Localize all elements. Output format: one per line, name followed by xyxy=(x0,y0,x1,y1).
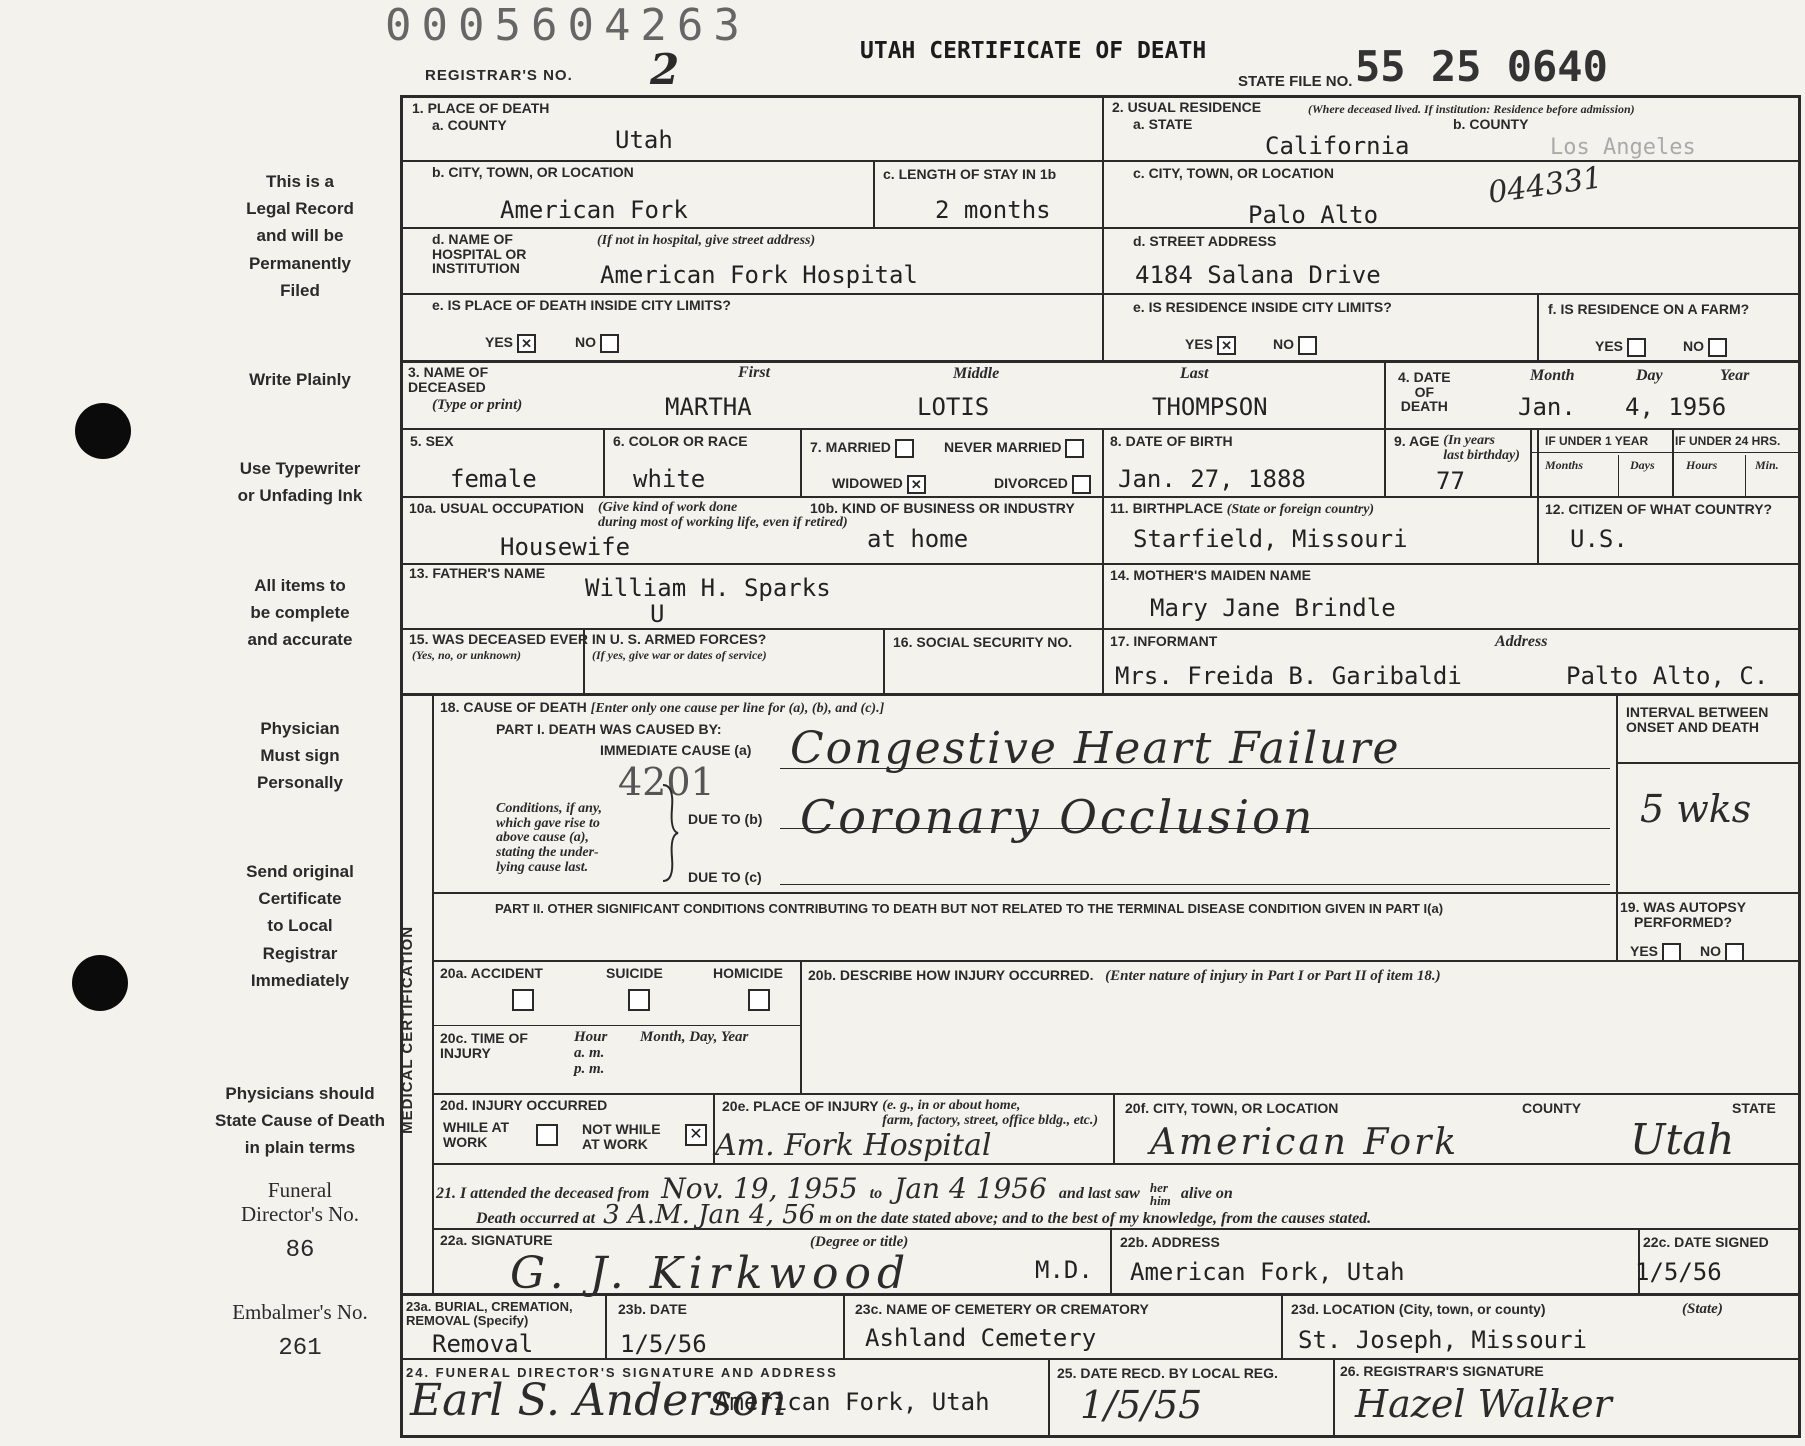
state-file-no: 55 25 0640 xyxy=(1355,42,1608,91)
sidebar-note-legal: This is a Legal Record and will be Permanently Filed xyxy=(246,172,354,300)
conditions-note: Conditions, if any, which gave rise to above cause (a), stating the under- lying cause last. xyxy=(496,801,603,875)
citizen-value: U.S. xyxy=(1570,525,1628,553)
injury-city-label: 20f. CITY, TOWN, OR LOCATION xyxy=(1125,1100,1339,1116)
last-label: Last xyxy=(1180,365,1209,382)
residence-county: Los Angeles xyxy=(1550,135,1696,160)
funeral-director-signature: Earl S. Anderson xyxy=(410,1375,787,1426)
autopsy-yes[interactable]: YES xyxy=(1630,943,1681,962)
death-occurred-at: 3 A.M. Jan 4, 56 xyxy=(603,1200,816,1230)
middle-name: LOTIS xyxy=(917,393,990,421)
time-of-injury-label: 20c. TIME OF INJURY xyxy=(440,1030,528,1061)
not-while-at-work-checkbox[interactable]: ✕ xyxy=(685,1124,707,1146)
funeral-director-label: Funeral Director's No. xyxy=(240,1178,360,1227)
injury-state-label: STATE xyxy=(1732,1100,1776,1116)
residence-code: 044331 xyxy=(1486,160,1605,211)
county-label: a. COUNTY xyxy=(432,117,507,133)
residence-city-label: c. CITY, TOWN, OR LOCATION xyxy=(1133,165,1334,181)
attended-from: Nov. 19, 1955 xyxy=(661,1172,858,1205)
burial-date: 1/5/56 xyxy=(620,1330,707,1358)
accident-checkbox[interactable] xyxy=(512,989,534,1011)
cause-code: 4201 xyxy=(618,760,715,804)
physician-address: American Fork, Utah xyxy=(1130,1258,1405,1286)
medical-certification-vertical: MEDICAL CERTIFICATION xyxy=(399,925,417,1134)
residence-inside-yes[interactable]: YES✕ xyxy=(1185,336,1236,355)
name-label: 3. NAME OF DECEASED xyxy=(408,364,489,395)
cemetery-label: 23c. NAME OF CEMETERY OR CREMATORY xyxy=(855,1301,1149,1317)
married-option[interactable]: 7. MARRIED xyxy=(810,439,914,458)
sidebar-note-complete: All items to be complete and accurate xyxy=(247,576,353,650)
hospital-label: d. NAME OF HOSPITAL OR INSTITUTION xyxy=(432,231,527,277)
birth-date: Jan. 27, 1888 xyxy=(1118,465,1306,493)
sex-label: 5. SEX xyxy=(410,433,454,449)
date-recd-label: 25. DATE RECD. BY LOCAL REG. xyxy=(1057,1365,1278,1381)
state-file-label: STATE FILE NO. xyxy=(1238,73,1353,90)
farm-yes[interactable]: YES xyxy=(1595,338,1646,357)
months-label: Months xyxy=(1545,458,1584,472)
death-city-label: b. CITY, TOWN, OR LOCATION xyxy=(432,164,634,180)
date-signed: 1/5/56 xyxy=(1635,1258,1722,1286)
title-main: CERTIFICATE OF DEATH xyxy=(929,38,1207,64)
residence-inside-no[interactable]: NO xyxy=(1273,336,1317,355)
informant-label: 17. INFORMANT xyxy=(1110,633,1218,649)
death-inside-city-label: e. IS PLACE OF DEATH INSIDE CITY LIMITS? xyxy=(432,297,731,313)
name-hint: (Type or print) xyxy=(432,397,523,413)
sex-value: female xyxy=(450,465,537,493)
hospital-name: American Fork Hospital xyxy=(600,261,918,289)
min-label: Min. xyxy=(1755,458,1779,472)
death-inside-no[interactable]: NO xyxy=(575,334,619,353)
registrar-signature-label: 26. REGISTRAR'S SIGNATURE xyxy=(1340,1363,1544,1379)
father-name: William H. Sparks xyxy=(585,574,831,602)
under-24-hrs-label: IF UNDER 24 HRS. xyxy=(1675,434,1781,448)
certificate-title xyxy=(860,38,1206,64)
while-at-work-checkbox[interactable] xyxy=(536,1124,558,1146)
dod-month: Jan. xyxy=(1518,393,1576,421)
registrar-no: 2 xyxy=(650,45,680,94)
embalmer-label: Embalmer's No. xyxy=(232,1300,368,1324)
physician-address-label: 22b. ADDRESS xyxy=(1120,1234,1220,1250)
registrar-no-label: REGISTRAR'S NO. xyxy=(425,67,573,84)
burial-date-label: 23b. DATE xyxy=(618,1301,687,1317)
dod-day-year: 4, 1956 xyxy=(1625,393,1727,421)
age-label: 9. AGE (In years last birthday) xyxy=(1394,433,1520,463)
hours-label: Hours xyxy=(1686,458,1718,472)
residence-county-label: b. COUNTY xyxy=(1453,116,1529,132)
attended-text: 21. I attended the deceased from Nov. 19, 1955 to Jan 4 1956 and last saw her him alive on xyxy=(436,1172,1233,1209)
funeral-director-no: 86 xyxy=(285,1237,315,1264)
binder-hole-bottom xyxy=(72,955,128,1011)
armed-forces-hint1: (Yes, no, or unknown) xyxy=(412,648,522,662)
farm-label: f. IS RESIDENCE ON A FARM? xyxy=(1548,301,1750,317)
title-prefix: UTAH xyxy=(860,38,916,64)
burial-state-label: (State) xyxy=(1682,1301,1723,1317)
birth-date-label: 8. DATE OF BIRTH xyxy=(1110,433,1233,449)
part2-label: PART II. OTHER SIGNIFICANT CONDITIONS CONTRIBUTING TO DEATH BUT NOT RELATED TO THE TERMINAL DISEASE CONDITION GIVEN IN PART I(a) xyxy=(495,901,1444,916)
part1-label: PART I. DEATH WAS CAUSED BY: xyxy=(496,721,722,737)
injury-state: Utah xyxy=(1630,1115,1735,1164)
burial-location-label: 23d. LOCATION (City, town, or county) xyxy=(1291,1301,1546,1317)
mdy-label: Month, Day, Year xyxy=(640,1029,749,1045)
dod-month-label: Month xyxy=(1530,367,1575,384)
dod-day-label: Day xyxy=(1636,367,1663,384)
occupation-label: 10a. USUAL OCCUPATION xyxy=(409,500,585,516)
attended-to: Jan 4 1956 xyxy=(894,1172,1047,1205)
armed-forces-label: 15. WAS DECEASED EVER IN U. S. ARMED FORCES? xyxy=(409,631,767,647)
interval-label: INTERVAL BETWEEN ONSET AND DEATH xyxy=(1626,704,1769,735)
birthplace-value: Starfield, Missouri xyxy=(1133,525,1408,553)
age-value: 77 xyxy=(1436,467,1465,495)
last-name: THOMPSON xyxy=(1152,393,1268,421)
death-city: American Fork xyxy=(500,196,688,224)
immediate-cause-label: IMMEDIATE CAUSE (a) xyxy=(600,742,752,758)
ssn-label: 16. SOCIAL SECURITY NO. xyxy=(893,634,1073,650)
mother-name: Mary Jane Brindle xyxy=(1150,594,1396,622)
father-mark: U xyxy=(650,600,665,628)
sidebar-note-plain: Write Plainly xyxy=(249,370,351,389)
conditions-brace xyxy=(660,783,680,888)
under-1-year-label: IF UNDER 1 YEAR xyxy=(1545,434,1649,448)
describe-injury-label: 20b. DESCRIBE HOW INJURY OCCURRED. (Enter nature of injury in Part I or Part II of item 18.) xyxy=(808,967,1441,984)
serial-number: 0005604263 xyxy=(385,0,750,51)
due-to-c-label: DUE TO (c) xyxy=(688,869,762,885)
days-label: Days xyxy=(1630,458,1655,472)
mother-name-label: 14. MOTHER'S MAIDEN NAME xyxy=(1110,567,1311,583)
residence-street: 4184 Salana Drive xyxy=(1135,261,1381,289)
first-name: MARTHA xyxy=(665,393,752,421)
funeral-director-signature-label: 24. FUNERAL DIRECTOR'S SIGNATURE AND ADDRESS xyxy=(406,1365,838,1380)
sidebar-note-ink: Use Typewriter or Unfading Ink xyxy=(237,459,363,506)
burial-location: St. Joseph, Missouri xyxy=(1298,1326,1587,1354)
date-recd: 1/5/55 xyxy=(1080,1383,1203,1427)
due-to-b-label: DUE TO (b) xyxy=(688,811,763,827)
burial-label: 23a. BURIAL, CREMATION, REMOVAL (Specify) xyxy=(406,1299,573,1328)
due-to-b-cause: Coronary Occlusion xyxy=(800,790,1316,844)
cause-of-death-label: 18. CAUSE OF DEATH [Enter only one cause per line for (a), (b), and (c).] xyxy=(440,699,885,716)
embalmer-no: 261 xyxy=(278,1335,322,1362)
while-at-work-label: WHILE AT WORK xyxy=(443,1119,510,1150)
signature-label: 22a. SIGNATURE xyxy=(440,1232,553,1248)
residence-inside-label: e. IS RESIDENCE INSIDE CITY LIMITS? xyxy=(1133,299,1392,315)
binder-hole-top xyxy=(75,403,131,459)
burial-value: Removal xyxy=(432,1330,534,1358)
informant-name: Mrs. Freida B. Garibaldi xyxy=(1115,662,1462,690)
father-name-label: 13. FATHER'S NAME xyxy=(409,565,546,581)
place-of-death-label: 1. PLACE OF DEATH xyxy=(412,100,550,116)
hour-label: Hour a. m. p. m. xyxy=(574,1029,608,1077)
homicide-checkbox[interactable] xyxy=(748,989,770,1011)
homicide-label: HOMICIDE xyxy=(713,965,783,981)
death-occurred-text: Death occurred at 3 A.M. Jan 4, 56 m on the date stated above; and to the best of my knowledge, from the causes stated. xyxy=(476,1200,1372,1230)
occupation-value: Housewife xyxy=(500,533,631,561)
residence-state-label: a. STATE xyxy=(1133,116,1193,132)
sidebar-note-cause: Physicians should State Cause of Death in plain terms xyxy=(214,1084,386,1158)
sidebar-note-physician: Physician Must sign Personally xyxy=(257,719,343,793)
place-of-injury-label: 20e. PLACE OF INJURY (e. g., in or about home, farm, factory, street, office bldg., etc.) xyxy=(722,1098,1099,1128)
citizen-label: 12. CITIZEN OF WHAT COUNTRY? xyxy=(1545,501,1773,517)
street-label: d. STREET ADDRESS xyxy=(1133,233,1277,249)
informant-address: Palto Alto, C. xyxy=(1566,662,1769,690)
physician-signature: G. J. Kirkwood xyxy=(510,1248,912,1299)
widowed-option[interactable]: WIDOWED✕ xyxy=(832,475,926,494)
residence-label: 2. USUAL RESIDENCE xyxy=(1112,99,1262,115)
dod-year-label: Year xyxy=(1720,367,1750,384)
race-value: white xyxy=(633,465,706,493)
cemetery-name: Ashland Cemetery xyxy=(865,1324,1097,1352)
immediate-cause: Congestive Heart Failure xyxy=(790,723,1401,774)
place-of-injury: Am. Fork Hospital xyxy=(715,1128,992,1163)
degree-label: (Degree or title) xyxy=(810,1234,909,1250)
funeral-director-address: American Fork, Utah xyxy=(715,1388,990,1416)
interval-value: 5 wks xyxy=(1640,787,1752,831)
date-of-death-label: 4. DATE OF DEATH xyxy=(1398,369,1451,415)
residence-state: California xyxy=(1265,132,1410,160)
accident-label: 20a. ACCIDENT xyxy=(440,965,543,981)
not-while-at-work-label: NOT WHILE AT WORK xyxy=(582,1121,661,1152)
middle-label: Middle xyxy=(953,365,1000,382)
occupation-hint: (Give kind of work done during most of working life, even if retired) xyxy=(598,500,848,530)
residence-hint: (Where deceased lived. If institution: Residence before admission) xyxy=(1308,102,1635,116)
md-title: M.D. xyxy=(1035,1256,1093,1284)
suicide-label: SUICIDE xyxy=(606,965,663,981)
stay-length: 2 months xyxy=(935,196,1051,224)
suicide-checkbox[interactable] xyxy=(628,989,650,1011)
autopsy-no[interactable]: NO xyxy=(1700,943,1744,962)
registrar-signature: Hazel Walker xyxy=(1355,1382,1612,1426)
birthplace-label: 11. BIRTHPLACE (State or foreign country) xyxy=(1110,500,1375,517)
date-signed-label: 22c. DATE SIGNED xyxy=(1643,1234,1769,1250)
residence-city: Palo Alto xyxy=(1248,201,1379,229)
sidebar-note-send: Send original Certificate to Local Registrar Immediately xyxy=(246,862,354,990)
stay-label: c. LENGTH OF STAY IN 1b xyxy=(883,166,1057,182)
business-value: at home xyxy=(867,525,969,553)
farm-no[interactable]: NO xyxy=(1683,338,1727,357)
injury-occurred-label: 20d. INJURY OCCURRED xyxy=(440,1097,608,1113)
never-married-option[interactable]: NEVER MARRIED xyxy=(944,439,1084,458)
death-county: Utah xyxy=(615,126,673,154)
death-inside-yes[interactable]: YES✕ xyxy=(485,334,536,353)
injury-city: American Fork xyxy=(1150,1122,1460,1163)
injury-county-label: COUNTY xyxy=(1522,1100,1582,1116)
autopsy-label: 19. WAS AUTOPSY PERFORMED? xyxy=(1620,899,1747,930)
first-label: First xyxy=(738,364,771,381)
hospital-hint: (If not in hospital, give street address) xyxy=(597,233,816,248)
race-label: 6. COLOR OR RACE xyxy=(613,433,748,449)
armed-forces-hint2: (If yes, give war or dates of service) xyxy=(592,648,767,662)
business-label: 10b. KIND OF BUSINESS OR INDUSTRY xyxy=(810,500,1075,516)
divorced-option[interactable]: DIVORCED xyxy=(994,475,1091,494)
informant-address-label: Address xyxy=(1495,633,1548,650)
